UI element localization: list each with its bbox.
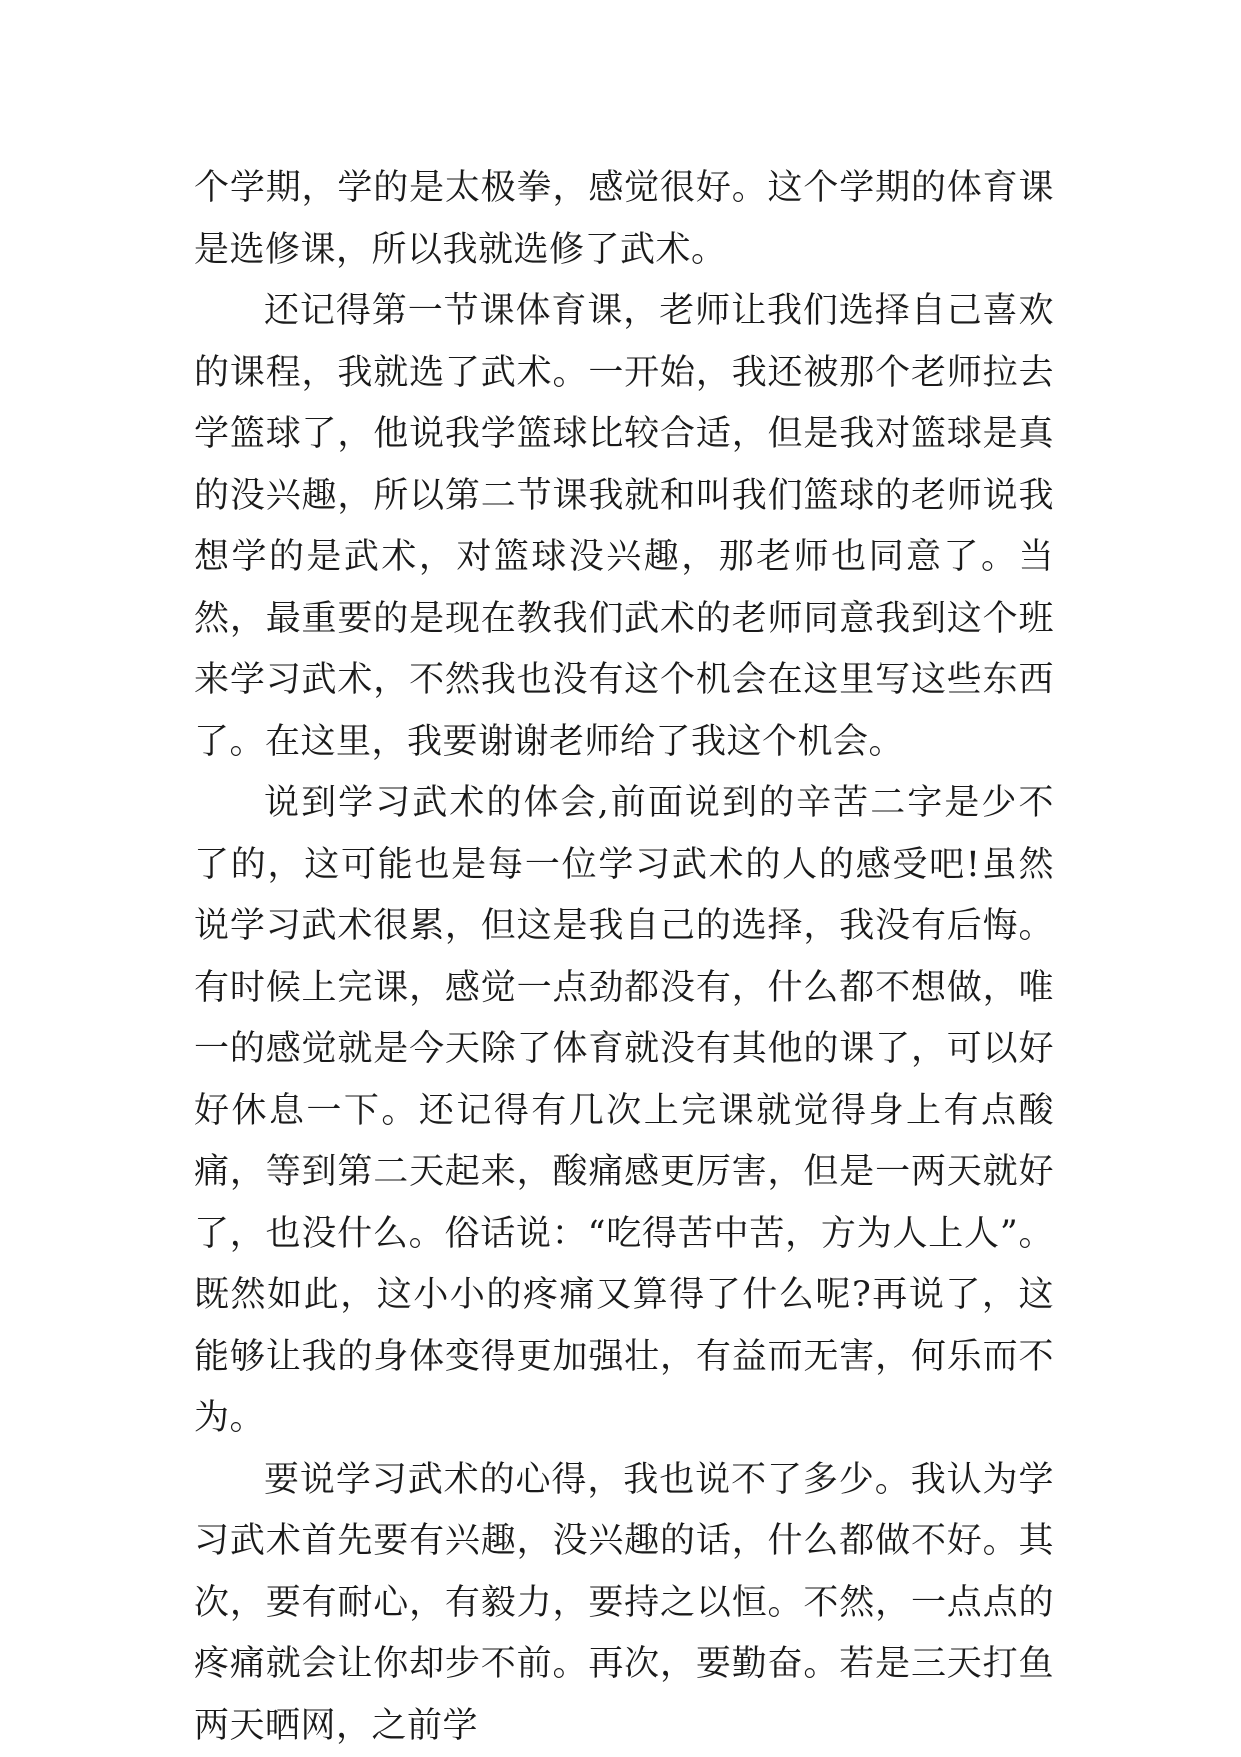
paragraph-insights: 要说学习武术的心得，我也说不了多少。我认为学习武术首先要有兴趣，没兴趣的话，什么都做不好。其次，要有耐心，有毅力，要持之以恒。不然，一点点的疼痛就会让你却步不前。再次，要勤奋。若是三天打鱼两天晒网，之前学 bbox=[194, 1450, 1054, 1757]
document-body bbox=[194, 158, 1054, 1757]
paragraph-continuation: 个学期，学的是太极拳，感觉很好。这个学期的体育课是选修课，所以我就选修了武术。 bbox=[194, 158, 1054, 281]
paragraph-course-selection: 还记得第一节课体育课，老师让我们选择自己喜欢的课程，我就选了武术。一开始，我还被那个老师拉去学篮球了，他说我学篮球比较合适，但是我对篮球是真的没兴趣，所以第二节课我就和叫我们篮球的老师说我想学的是武术，对篮球没兴趣，那老师也同意了。当然，最重要的是现在教我们武术的老师同意我到这个班来学习武术，不然我也没有这个机会在这里写这些东西了。在这里，我要谢谢老师给了我这个机会。 bbox=[194, 281, 1054, 773]
paragraph-experience: 说到学习武术的体会,前面说到的辛苦二字是少不了的，这可能也是每一位学习武术的人的感受吧!虽然说学习武术很累，但这是我自己的选择，我没有后悔。有时候上完课，感觉一点劲都没有，什么都不想做，唯一的感觉就是今天除了体育就没有其他的课了，可以好好休息一下。还记得有几次上完课就觉得身上有点酸痛，等到第二天起来，酸痛感更厉害，但是一两天就好了，也没什么。俗话说：“吃得苦中苦，方为人上人”。既然如此，这小小的疼痛又算得了什么呢?再说了，这能够让我的身体变得更加强壮，有益而无害，何乐而不为。 bbox=[194, 773, 1054, 1450]
